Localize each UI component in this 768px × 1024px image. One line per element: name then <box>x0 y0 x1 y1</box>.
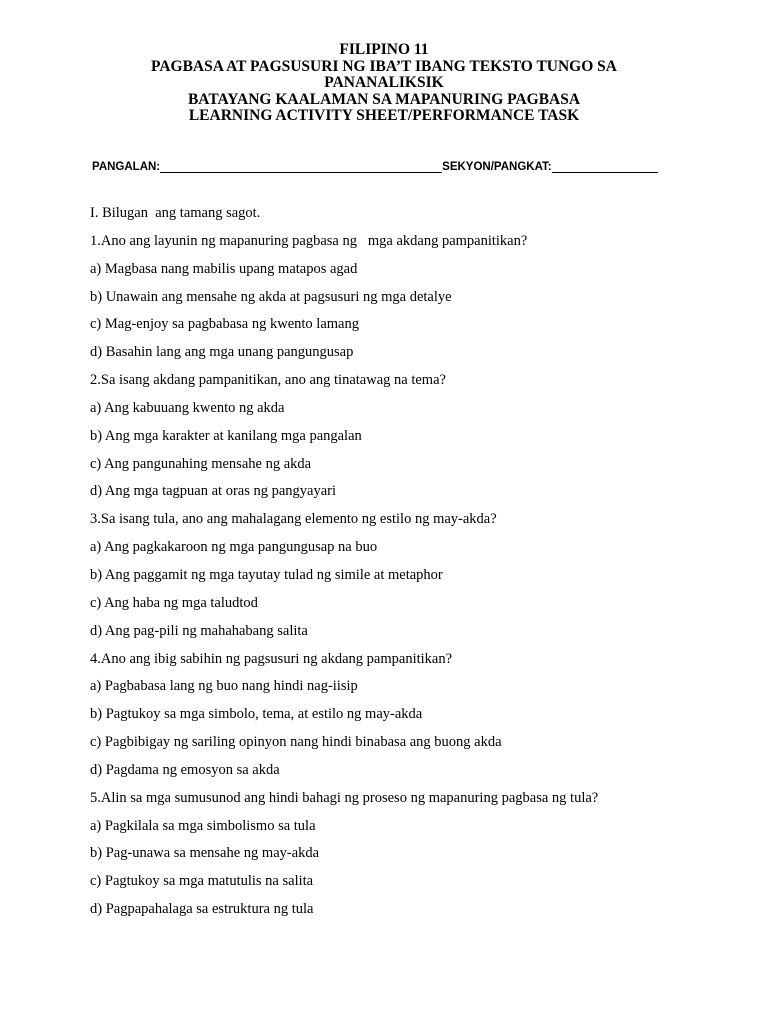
choice-3c: c) Ang haba ng mga taludtod <box>90 594 258 611</box>
worksheet-header <box>0 42 768 125</box>
choice-1d: d) Basahin lang ang mga unang pangungusap <box>90 344 354 361</box>
question-2: 2.Sa isang akdang pampanitikan, ano ang tinatawag na tema? <box>90 372 446 389</box>
section-label: SEKYON/PANGKAT: <box>442 161 552 173</box>
instructions: I. Bilugan ang tamang sagot. <box>90 205 261 221</box>
choice-5c: c) Pagtukoy sa mga matutulis na salita <box>90 873 314 890</box>
choice-4b: b) Pagtukoy sa mga simbolo, tema, at estilo ng may-akda <box>90 706 423 723</box>
choice-1a: a) Magbasa nang mabilis upang matapos agad <box>90 260 358 277</box>
course-title-line-2: PANANALIKSIK <box>324 74 444 91</box>
choice-3a: a) Ang pagkakaroon ng mga pangungusap na buo <box>90 539 378 556</box>
question-1: 1.Ano ang layunin ng mapanuring pagbasa ng mga akdang pampanitikan? <box>90 232 528 249</box>
question-3: 3.Sa isang tula, ano ang mahalagang elemento ng estilo ng may-akda? <box>90 511 497 528</box>
course-title-line-1: PAGBASA AT PAGSUSURI NG IBA’T IBANG TEKSTO TUNGO SA <box>151 57 617 75</box>
question-4: 4.Ano ang ibig sabihin ng pagsusuri ng akdang pampanitikan? <box>90 650 453 667</box>
choice-2d: d) Ang mga tagpuan at oras ng pangyayari <box>90 483 337 500</box>
choice-5a: a) Pagkilala sa mga simbolismo sa tula <box>90 817 316 834</box>
choice-4c: c) Pagbibigay ng sariling opinyon nang hindi binabasa ang buong akda <box>90 734 502 751</box>
choice-5b: b) Pag-unawa sa mensahe ng may-akda <box>90 845 320 862</box>
name-blank[interactable] <box>160 161 442 173</box>
choice-3d: d) Ang pag-pili ng mahahabang salita <box>90 622 308 639</box>
choice-2b: b) Ang mga karakter at kanilang mga pangalan <box>90 427 362 444</box>
choice-2c: c) Ang pangunahing mensahe ng akda <box>90 455 312 472</box>
question-5: 5.Alin sa mga sumusunod ang hindi bahagi ng proseso ng mapanuring pagbasa ng tula? <box>90 789 599 806</box>
choice-1b: b) Unawain ang mensahe ng akda at pagsusuri ng mga detalye <box>90 288 452 305</box>
student-info-fields <box>92 160 692 174</box>
choice-2a: a) Ang kabuuang kwento ng akda <box>90 399 285 416</box>
quiz-body <box>90 205 730 929</box>
choice-4d: d) Pagdama ng emosyon sa akda <box>90 761 280 778</box>
choice-4a: a) Pagbabasa lang ng buo nang hindi nag-iisip <box>90 678 358 695</box>
choice-1c: c) Mag-enjoy sa pagbabasa ng kwento lamang <box>90 316 359 333</box>
section-blank[interactable] <box>552 161 658 173</box>
choice-3b: b) Ang paggamit ng mga tayutay tulad ng simile at metaphor <box>90 566 443 583</box>
subject-title: FILIPINO 11 <box>339 41 429 58</box>
choice-5d: d) Pagpapahalaga sa estruktura ng tula <box>90 901 314 918</box>
lesson-title: BATAYANG KAALAMAN SA MAPANURING PAGBASA <box>187 90 581 108</box>
name-label: PANGALAN: <box>92 161 161 173</box>
sheet-type-title: LEARNING ACTIVITY SHEET/PERFORMANCE TASK <box>188 107 580 124</box>
